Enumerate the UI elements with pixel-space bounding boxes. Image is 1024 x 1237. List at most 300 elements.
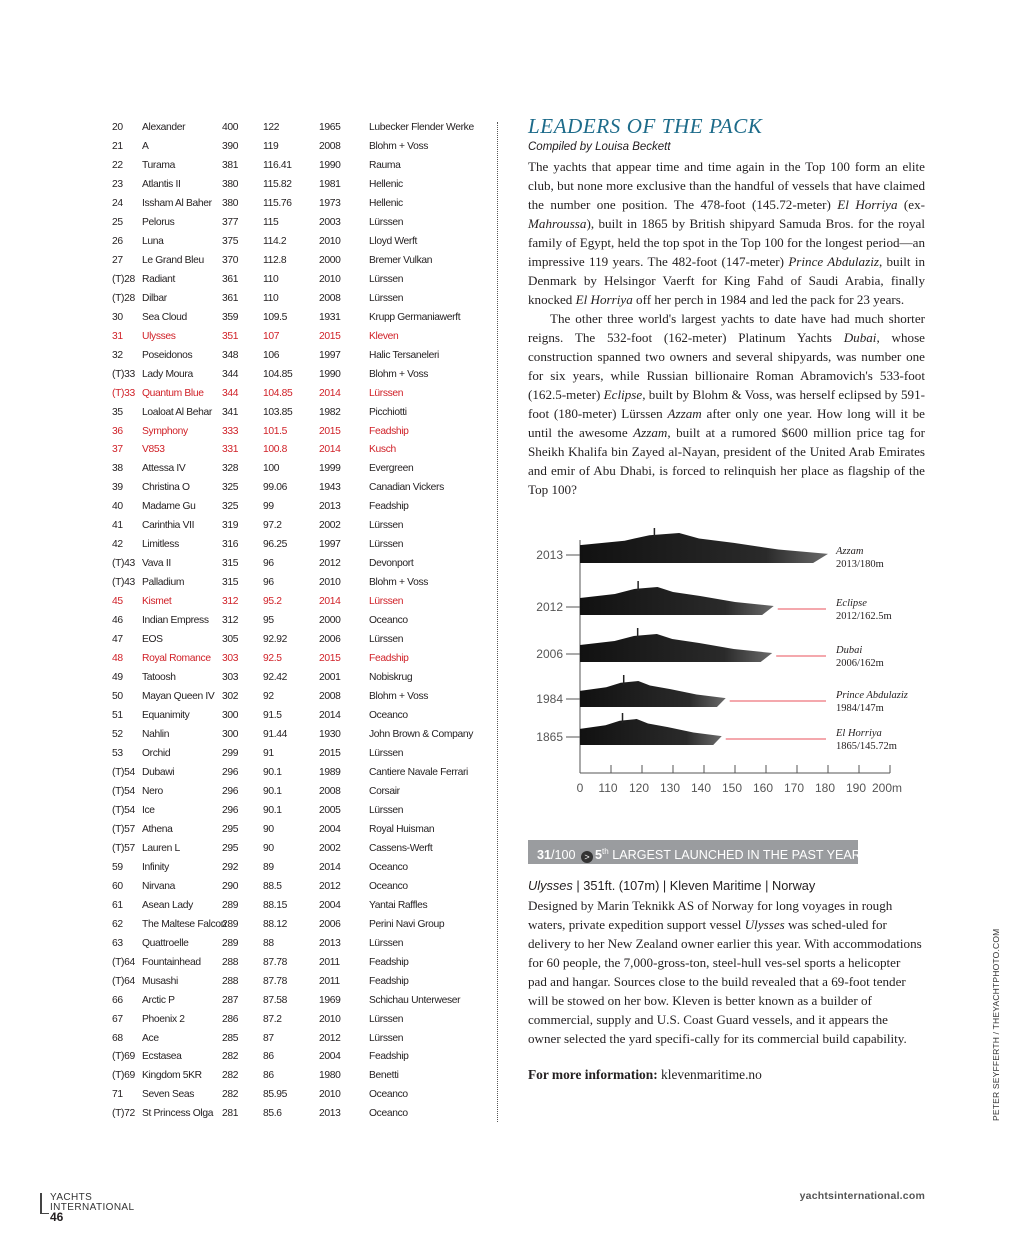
name-cell: Lauren L [142,842,180,854]
year-cell: 2001 [319,672,341,684]
builder-cell: Kusch [369,444,396,456]
meters-cell: 85.95 [263,1089,288,1101]
table-row [112,441,482,460]
year-cell: 2006 [319,918,341,930]
table-row [112,726,482,745]
table-row [112,1105,482,1124]
paragraph-1: The yachts that appear time and time again in the Top 100 form an elite club, but none more exclusive than the handful of vessels that have claimed the number one position. The 478-foot (145.72-meter) El Horriya (ex-Mahroussa), built in 1865 by British shipyard Samuda Bros. for the royal family of Egypt, held the top spot in the Top 100 for the longest period—an impressive 119 years. The 482-foot (147-meter) Prince Abdulaziz, built in Denmark by Helsingor Vaerft for King Fahd of Saudi Arabia, finally knocked El Horriya off her perch in 1984 and led the pack for 23 years. [528,159,925,307]
name-cell: Ice [142,804,155,816]
feet-cell: 344 [222,387,239,399]
table-row [112,423,482,442]
rank-cell: 63 [112,937,123,949]
builder-cell: Oceanco [369,615,408,627]
feet-cell: 377 [222,216,239,228]
name-cell: St Princess Olga [142,1108,214,1120]
table-row [112,536,482,555]
feet-cell: 325 [222,482,239,494]
feet-cell: 300 [222,729,239,740]
builder-cell: Lürssen [369,1032,404,1044]
year-cell: 2010 [319,1013,341,1025]
paragraph-2: The other three world's largest yachts to date have had much shorter reigns. The 532-foot (162-meter) Platinum Yachts Dubai, whose construction spanned two owners and several shipyards, was number one for six years, while Russian billionaire Roman Abramovich's 533-foot (162.5-meter) Eclipse, built by Blohm & Voss, was herself eclipsed by 591-foot (180-meter) Lürssen Azzam after only one year. How long will it be until the awesome Azzam, built at a rumored $600 million price tag for Sheikh Khalifa bin Zayed al-Nayan, president of the United Arab Emirates and emir of Abu Dhabi, is forced to relinquish her place as flagship of the Top 100? [528,311,925,497]
name-cell: Quantum Blue [142,387,204,399]
name-cell: Ace [142,1032,159,1044]
feet-cell: 312 [222,615,239,627]
meters-cell: 110 [263,273,279,285]
builder-cell: Oceanco [369,1108,408,1120]
year-cell: 2010 [319,577,341,589]
name-cell: Kismet [142,596,172,608]
feet-cell: 289 [222,937,239,949]
rank-cell: 24 [112,197,123,209]
caption-rank-suffix: /100 [551,848,576,863]
name-cell: Quattroelle [142,937,189,949]
year-cell: 2013 [319,937,341,949]
meters-cell: 110 [263,292,279,304]
meters-cell: 86 [263,1070,274,1082]
rank-cell: 62 [112,918,123,930]
table-row [112,897,482,916]
builder-cell: Yantai Raffles [369,899,428,911]
year-label: 1984 [536,692,563,706]
name-cell: Symphony [142,425,188,437]
table-row [112,157,482,176]
meters-cell: 116.41 [263,159,292,171]
name-cell: Radiant [142,273,176,285]
builder-cell: Oceanco [369,710,408,722]
rank-cell: (T)69 [112,1070,135,1082]
feet-cell: 361 [222,273,239,285]
builder-cell: Nobiskrug [369,672,413,684]
year-cell: 2012 [319,1032,341,1044]
feet-cell: 359 [222,311,239,323]
year-cell: 2004 [319,899,341,911]
article-byline: Compiled by Louisa Beckett [528,141,671,153]
year-cell: 2014 [319,861,341,873]
name-cell: EOS [142,634,163,646]
feet-cell: 289 [222,918,239,930]
meters-cell: 96.25 [263,539,288,551]
x-tick-label: 120 [628,781,650,795]
builder-cell: Schichau Unterweser [369,994,461,1006]
year-label: 2012 [536,600,563,614]
year-cell: 2012 [319,558,341,570]
article-title: LEADERS OF THE PACK [528,114,763,138]
rank-cell: 45 [112,596,123,608]
year-cell: 2008 [319,785,341,797]
table-row [112,1030,482,1049]
feet-cell: 316 [222,539,239,551]
meters-cell: 90.1 [263,804,282,816]
feet-cell: 288 [222,975,239,987]
name-cell: Orchid [142,747,171,759]
year-cell: 2015 [319,425,341,437]
x-tick-label: 200m [871,781,903,795]
builder-cell: Lürssen [369,539,404,551]
meters-cell: 88.15 [263,899,288,911]
caption-rank: 31 [537,848,552,863]
feet-cell: 295 [222,823,239,835]
year-cell: 2002 [319,520,341,532]
yacht-name-label: El Horriya [836,728,882,739]
table-row [112,404,482,423]
feet-cell: 286 [222,1013,239,1025]
year-cell: 2003 [319,216,341,228]
builder-cell: Bremer Vulkan [369,254,433,266]
rank-cell: 21 [112,140,123,152]
meters-cell: 86 [263,1051,274,1063]
name-cell: Atlantis II [142,178,181,190]
builder-cell: Corsair [369,785,400,797]
rank-cell: (T)54 [112,785,135,797]
year-cell: 2012 [319,880,341,892]
builder-cell: Feadship [369,425,409,437]
year-cell: 1931 [319,311,341,323]
feet-cell: 282 [222,1070,239,1082]
rank-cell: 20 [112,122,123,133]
builder-cell: Blohm + Voss [369,691,429,703]
table-row [112,119,482,138]
yacht-detail-label: 2006/162m [836,658,884,669]
feet-cell: 303 [222,672,239,684]
feet-cell: 328 [222,463,239,475]
year-cell: 2004 [319,823,341,835]
year-cell: 2014 [319,387,341,399]
feet-cell: 287 [222,994,239,1006]
feet-cell: 315 [222,577,239,589]
year-cell: 2014 [319,444,341,456]
feet-cell: 381 [222,159,239,171]
name-cell: Seven Seas [142,1089,195,1101]
name-cell: Sea Cloud [142,311,187,323]
caption-ordinal-sup: th [602,847,609,856]
meters-cell: 100 [263,463,280,475]
meters-cell: 104.85 [263,368,293,380]
year-cell: 2013 [319,1108,341,1120]
meters-cell: 96 [263,558,274,570]
feet-cell: 341 [222,406,239,418]
x-tick-label: 170 [783,781,805,795]
year-cell: 1997 [319,349,341,361]
meters-cell: 96 [263,577,274,589]
year-cell: 2013 [319,501,341,513]
rank-cell: 61 [112,899,123,911]
rank-cell: (T)33 [112,387,135,399]
rank-cell: 37 [112,444,123,456]
meters-cell: 95 [263,615,274,627]
rank-cell: 40 [112,501,123,513]
feet-cell: 305 [222,634,239,646]
table-row [112,669,482,688]
more-info-link[interactable]: kleven​maritime.no [661,1067,762,1082]
meters-cell: 90 [263,842,274,854]
name-cell: Christina O [142,482,190,494]
x-tick-label: 130 [659,781,681,795]
x-tick-label: 110 [598,781,618,795]
rank-cell: 36 [112,425,123,437]
feet-cell: 285 [222,1032,239,1044]
rank-cell: (T)28 [112,292,135,304]
year-label: 1865 [536,730,563,744]
table-row [112,555,482,574]
year-cell: 1980 [319,1070,341,1082]
table-row [112,1011,482,1030]
name-cell: Nahlin [142,729,170,740]
name-cell: Carinthia VII [142,520,195,532]
name-cell: Infinity [142,861,169,873]
more-info-label: For more information: [528,1067,658,1082]
feet-cell: 390 [222,140,239,152]
name-cell: Mayan Queen IV [142,691,215,703]
feet-cell: 290 [222,880,239,892]
builder-cell: Canadian Vickers [369,482,444,494]
name-cell: Phoenix 2 [142,1013,185,1025]
name-cell: Poseidonos [142,349,193,361]
logo-line-1: YACHTS [50,1192,93,1203]
feet-cell: 296 [222,766,239,778]
table-row [112,992,482,1011]
name-cell: Attessa IV [142,463,186,475]
builder-cell: Krupp Germaniawerft [369,311,461,323]
meters-cell: 109.5 [263,311,288,323]
builder-cell: Lürssen [369,1013,404,1025]
x-tick-label: 180 [814,781,836,795]
year-cell: 2010 [319,1089,341,1101]
feet-cell: 380 [222,178,239,190]
name-cell: Madame Gu [142,501,196,513]
meters-cell: 91 [263,747,274,759]
rank-cell: 48 [112,653,123,665]
table-row [112,1048,482,1067]
table-row [112,916,482,935]
table-row [112,593,482,612]
meters-cell: 114.2 [263,235,287,247]
meters-cell: 87 [263,1032,274,1044]
table-row [112,233,482,252]
year-cell: 1999 [319,463,341,475]
rank-cell: 39 [112,482,123,494]
name-cell: Pelorus [142,216,175,228]
rank-cell: 68 [112,1032,123,1044]
feet-cell: 302 [222,691,239,703]
meters-cell: 92.92 [263,634,288,646]
builder-cell: Lürssen [369,937,404,949]
meters-cell: 119 [263,140,279,152]
yacht-profile [528,877,922,1083]
yacht-silhouette-bar [580,587,774,615]
meters-cell: 107 [263,330,280,342]
meters-cell: 112.8 [263,254,287,266]
table-row [112,460,482,479]
table-row [112,347,482,366]
meters-cell: 101.5 [263,425,288,437]
rank-cell: 53 [112,747,123,759]
table-row [112,1086,482,1105]
rank-cell: (T)72 [112,1108,135,1120]
yacht-detail-label: 1984/147m [836,703,884,714]
meters-cell: 88.5 [263,880,282,892]
builder-cell: Lürssen [369,747,404,759]
year-cell: 2008 [319,691,341,703]
builder-cell: Feadship [369,1051,409,1063]
rank-cell: 38 [112,463,123,475]
rank-cell: 30 [112,311,123,323]
meters-cell: 87.58 [263,994,288,1006]
yacht-ranking-table [112,119,482,1124]
name-cell: Turama [142,159,175,171]
builder-cell: Picchiotti [369,406,407,418]
rank-cell: 25 [112,216,123,228]
meters-cell: 91.5 [263,710,282,722]
table-row [112,612,482,631]
table-row [112,138,482,157]
table-row [112,935,482,954]
year-label: 2006 [536,647,563,661]
year-label: 2013 [536,548,563,562]
rank-cell: (T)57 [112,823,135,835]
rank-cell: 49 [112,672,123,684]
meters-cell: 85.6 [263,1108,282,1120]
caption-text: LARGEST LAUNCHED IN THE PAST YEAR [608,848,861,863]
builder-cell: Lürssen [369,634,404,646]
yacht-silhouette-bar [580,681,726,707]
profile-specs: | 351ft. (107m) | Kleven Maritime | Norway [572,878,816,893]
table-row [112,783,482,802]
table-row [112,252,482,271]
name-cell: Lady Moura [142,368,193,380]
rank-cell: 52 [112,729,123,740]
feet-cell: 282 [222,1089,239,1101]
meters-cell: 87.2 [263,1013,282,1025]
feet-cell: 312 [222,596,239,608]
rank-cell: 27 [112,254,123,266]
year-cell: 1981 [319,178,341,190]
meters-cell: 100.8 [263,444,288,456]
name-cell: Nero [142,785,163,797]
table-row [112,821,482,840]
table-row [112,973,482,992]
table-row [112,309,482,328]
meters-cell: 99.06 [263,482,288,494]
meters-cell: 90.1 [263,766,282,778]
builder-cell: Blohm + Voss [369,577,429,589]
table-row [112,631,482,650]
table-row [112,366,482,385]
rank-cell: 23 [112,178,123,190]
feet-cell: 380 [222,197,239,209]
yacht-silhouette-bar [580,719,722,745]
table-row [112,498,482,517]
builder-cell: Benetti [369,1070,399,1082]
arrow-icon: > [581,851,593,863]
table-row [112,214,482,233]
meters-cell: 92 [263,691,274,703]
yacht-length-chart [528,528,928,804]
year-cell: 1997 [319,539,341,551]
profile-yacht-name: Ulysses [528,878,573,893]
builder-cell: Blohm + Voss [369,368,429,380]
feet-cell: 348 [222,349,239,361]
yacht-silhouette-bar [580,533,828,563]
rank-cell: 26 [112,235,123,247]
name-cell: Luna [142,235,164,247]
table-row [112,328,482,347]
builder-cell: Lubecker Flender Werke [369,122,474,133]
rank-cell: 42 [112,539,123,551]
name-cell: A [142,140,149,152]
builder-cell: Oceanco [369,861,408,873]
ranking-caption-bar [528,840,861,864]
year-cell: 2008 [319,140,341,152]
name-cell: Fountainhead [142,956,201,968]
feet-cell: 370 [222,254,239,266]
year-cell: 2010 [319,235,341,247]
meters-cell: 104.85 [263,387,293,399]
table-row [112,764,482,783]
builder-cell: Feadship [369,956,409,968]
yacht-silhouette-bar [580,634,772,662]
feet-cell: 282 [222,1051,239,1063]
yacht-name-label: Azzam [836,546,864,557]
yacht-detail-label: 1865/145.72m [836,741,897,752]
chart-svg [528,528,928,804]
table-row [112,479,482,498]
yacht-name-label: Eclipse [836,598,867,609]
year-cell: 1989 [319,766,341,778]
feet-cell: 351 [222,330,239,342]
year-cell: 2008 [319,292,341,304]
x-tick-label: 140 [690,781,712,795]
table-row [112,271,482,290]
builder-cell: Lürssen [369,520,404,532]
feet-cell: 299 [222,747,239,759]
name-cell: Limitless [142,539,179,551]
name-cell: V853 [142,444,165,456]
x-tick-label: 160 [752,781,774,795]
builder-cell: Lürssen [369,804,404,816]
meters-cell: 115 [263,216,279,228]
builder-cell: Lürssen [369,387,404,399]
year-cell: 2002 [319,842,341,854]
builder-cell: Evergreen [369,463,414,475]
name-cell: Ulysses [142,330,176,342]
rank-cell: (T)57 [112,842,135,854]
table-row [112,707,482,726]
rank-cell: (T)54 [112,766,135,778]
rank-cell: 67 [112,1013,123,1025]
table-row [112,290,482,309]
meters-cell: 88.12 [263,918,288,930]
rank-cell: 46 [112,615,123,627]
website-url[interactable]: yachtsinternational.com [799,1190,925,1202]
feet-cell: 289 [222,899,239,911]
article-body [528,157,925,499]
rank-cell: 22 [112,159,123,171]
year-cell: 1930 [319,729,341,740]
name-cell: Alexander [142,122,186,133]
name-cell: Dubawi [142,766,175,778]
name-cell: Arctic P [142,994,175,1006]
year-cell: 2015 [319,653,341,665]
meters-cell: 90 [263,823,274,835]
rank-cell: (T)69 [112,1051,135,1063]
feet-cell: 296 [222,804,239,816]
yacht-name-label: Dubai [836,645,863,656]
builder-cell: Royal Huisman [369,823,435,835]
rank-cell: 47 [112,634,123,646]
year-cell: 2015 [319,330,341,342]
feet-cell: 292 [222,861,239,873]
builder-cell: Kleven [369,330,399,342]
